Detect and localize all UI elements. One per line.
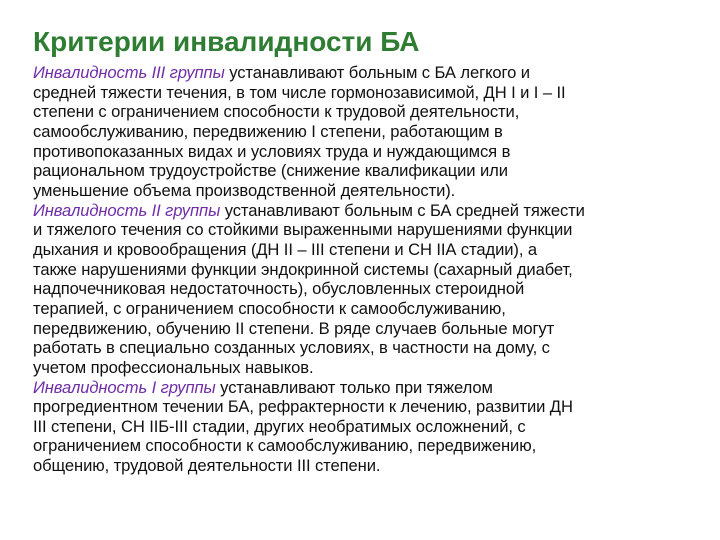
term-disability-group-2: Инвалидность II группы	[33, 200, 221, 220]
text-line	[33, 63, 717, 83]
text-line: III степени, СН IIБ-III стадии, других необратимых осложнений, с	[33, 416, 526, 436]
term-disability-group-3: Инвалидность III группы	[33, 63, 225, 82]
text-line	[33, 378, 717, 398]
text-line-content: устанавливают только при тяжелом	[215, 377, 493, 397]
text-line: прогредиентном течении БА, рефрактерности к лечению, развитии ДН	[33, 397, 573, 417]
text-line: также нарушениями функции эндокринной системы (сахарный диабет,	[33, 259, 573, 279]
text-line: самообслуживанию, передвижению I степени, работающим в	[33, 121, 503, 141]
text-line: общению, трудовой деятельности III степени.	[33, 456, 381, 476]
text-line-content: устанавливают больным с БА легкого и	[224, 63, 530, 82]
text-line: учетом профессиональных навыков.	[33, 357, 314, 377]
paragraph-disability-group-1	[33, 378, 717, 476]
paragraph-disability-group-2	[33, 201, 717, 378]
term-disability-group-1: Инвалидность I группы	[33, 377, 216, 397]
text-line: средней тяжести течения, в том числе гормонозависимой, ДН I и I – II	[33, 82, 566, 102]
text-line-content: устанавливают больным с БА средней тяжести	[220, 200, 585, 220]
text-line: рациональном трудоустройстве (снижение квалификации или	[33, 161, 508, 181]
text-line: работать в специально созданных условиях, в частности на дому, с	[33, 338, 550, 358]
text-line: передвижению, обучению II степени. В ряде случаев больные могут	[33, 318, 555, 338]
text-line: и тяжелого течения со стойкими выраженными нарушениями функции	[33, 220, 573, 240]
text-line: надпочечниковая недостаточность), обусловленных стероидной	[33, 279, 525, 299]
text-line: уменьшение объема производственной деятельности).	[33, 180, 456, 200]
slide-title: Критерии инвалидности БА	[33, 26, 420, 57]
slide-body	[33, 63, 717, 476]
text-line: терапией, с ограничением способности к самообслуживанию,	[33, 298, 506, 318]
text-line: дыхания и кровообращения (ДН II – III степени и СН IIА стадии), а	[33, 239, 538, 259]
text-line	[33, 201, 717, 221]
text-line: противопоказанных видах и условиях труда и нуждающимся в	[33, 141, 511, 161]
text-line: степени с ограничением способности к трудовой деятельности,	[33, 102, 520, 122]
text-line: ограничением способности к самообслуживанию, передвижению,	[33, 436, 537, 456]
paragraph-disability-group-3	[33, 63, 717, 201]
